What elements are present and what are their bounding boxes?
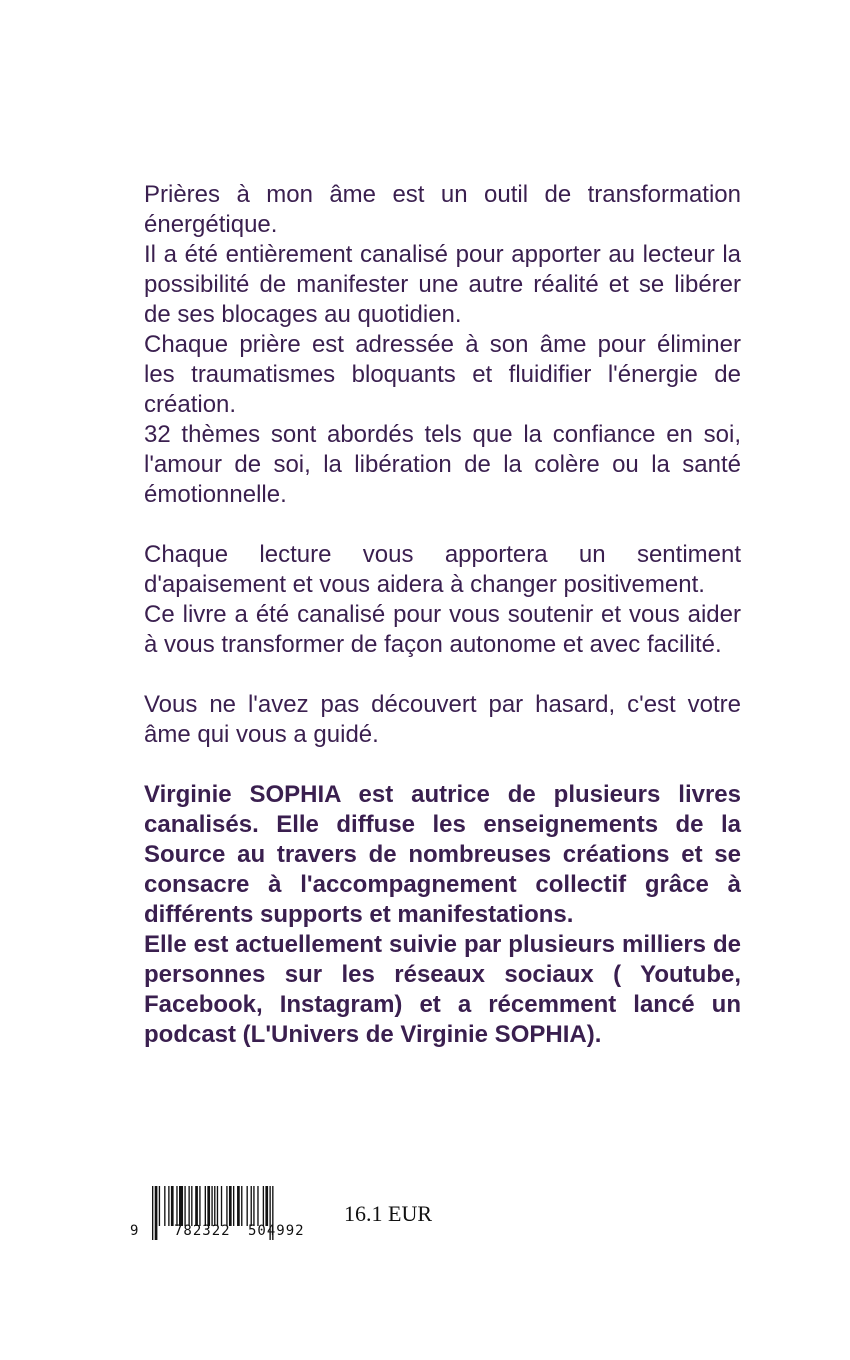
paragraph: Chaque lecture vous apportera un sentiment d'apaisement et vous aidera à changer positivement.	[144, 541, 741, 598]
barcode-bar	[214, 1186, 215, 1226]
barcode-bar	[221, 1186, 222, 1226]
barcode-bar	[199, 1186, 200, 1226]
author-bio	[144, 780, 741, 930]
paragraph: 32 thèmes sont abordés tels que la confiance en soi, l'amour de soi, la libération de la colère ou la santé émotionnelle.	[144, 421, 741, 508]
barcode-bar	[257, 1186, 258, 1226]
barcode-bar	[251, 1186, 252, 1226]
barcode-bar	[211, 1186, 212, 1226]
barcode-bar	[176, 1186, 177, 1226]
author-bio-text: est autrice de plusieurs livres canalisés. Elle diffuse les enseignements de la Source au travers de nombreuses créations et se consacre à l'accompagnement collectif grâce à différents supports et manifestations.	[144, 781, 741, 928]
barcode-bar	[226, 1186, 227, 1226]
barcode-bar	[247, 1186, 248, 1226]
paragraph: Ce livre a été canalisé pour vous soutenir et vous aider à vous transformer de façon autonome et avec facilité.	[144, 601, 741, 658]
barcode-digits-left: 782322	[174, 1223, 231, 1239]
author-bio-second: Elle est actuellement suivie par plusieurs milliers de personnes sur les réseaux sociaux ( Youtube, Facebook, Instagram) et a récemment lancé un podcast (L'Univers de Virginie SOPHIA).	[144, 931, 741, 1048]
barcode-bar	[152, 1186, 153, 1240]
barcode-bar	[171, 1186, 174, 1226]
barcode-bar	[188, 1186, 189, 1226]
barcode-digit-first: 9	[130, 1223, 139, 1239]
barcode-bar	[233, 1186, 234, 1226]
barcode-bar	[207, 1186, 210, 1226]
barcode-bar	[184, 1186, 185, 1226]
barcode-bar	[168, 1186, 169, 1226]
barcode-bar	[179, 1186, 183, 1226]
back-cover-text	[144, 180, 741, 1050]
barcode-bar	[265, 1186, 268, 1226]
barcode-bar	[253, 1186, 254, 1226]
barcode-bar	[263, 1186, 264, 1226]
barcode-digits-right: 504992	[248, 1223, 305, 1239]
barcode-bar	[164, 1186, 165, 1226]
barcode-bar	[217, 1186, 218, 1226]
barcode-bar	[159, 1186, 160, 1226]
barcode-bar	[155, 1186, 158, 1240]
barcode-bar	[229, 1186, 232, 1226]
barcode-bar	[195, 1186, 198, 1226]
paragraph: Il a été entièrement canalisé pour apporter au lecteur la possibilité de manifester une autre réalité et se libérer de ses blocages au quotidien.	[144, 241, 741, 328]
barcode-bar	[205, 1186, 206, 1226]
barcode-bar	[237, 1186, 240, 1226]
paragraph: Vous ne l'avez pas découvert par hasard, c'est votre âme qui vous a guidé.	[144, 691, 741, 748]
author-name: Virginie SOPHIA	[144, 781, 341, 808]
barcode-bar	[191, 1186, 192, 1226]
paragraph: Prières à mon âme est un outil de transformation énergétique.	[144, 181, 741, 238]
paragraph: Chaque prière est adressée à son âme pour éliminer les traumatismes bloquants et fluidifier l'énergie de création.	[144, 331, 741, 418]
barcode-bar	[241, 1186, 242, 1226]
price-label: 16.1 EUR	[344, 1201, 432, 1226]
